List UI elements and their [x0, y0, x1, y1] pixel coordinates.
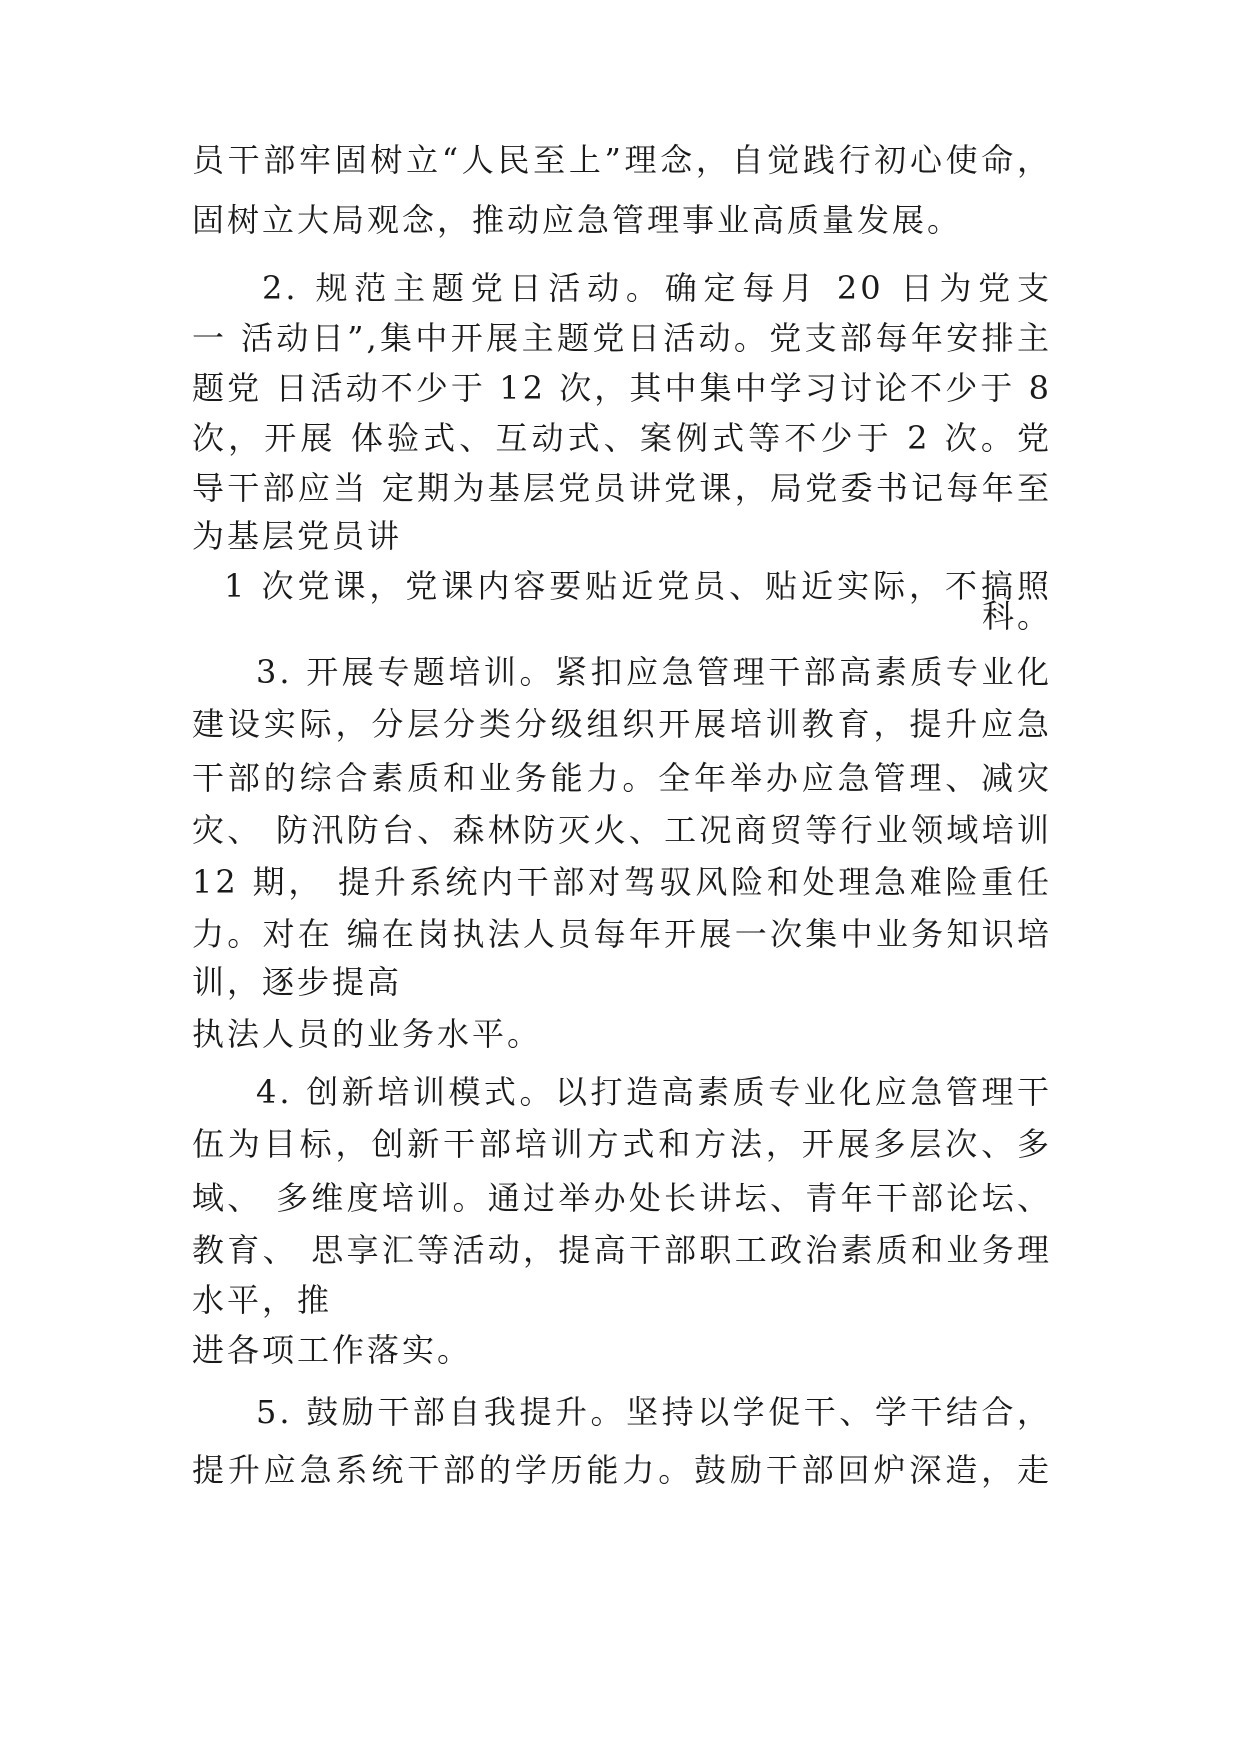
text-line: 固树立大局观念，推动应急管理事业高质量发展。 — [192, 201, 963, 239]
text-line: 一 活动日”,集中开展主题党日活动。党支部每年安排主 — [192, 319, 1052, 357]
text-line: 建设实际，分层分类分级组织开展培训教育，提升应急 — [192, 705, 1052, 743]
text-line: 域、 多维度培训。通过举办处长讲坛、青年干部论坛、 — [192, 1179, 1052, 1217]
text-line: 12 期， 提升系统内干部对驾驭风险和处理急难险重任 — [192, 863, 1052, 901]
paragraph-2-first-line: 2. 规范主题党日活动。确定每月 20 日为党支 — [262, 269, 1052, 307]
text-line: 员干部牢固树立“人民至上”理念，自觉践行初心使命， — [192, 141, 1052, 179]
text-line: 为基层党员讲 — [192, 517, 403, 555]
paragraph-4-first-line: 4. 创新培训模式。以打造高素质专业化应急管理干 — [256, 1073, 1052, 1111]
text-line: 灾、 防汛防台、森林防灭火、工况商贸等行业领域培训 — [192, 811, 1052, 849]
text-line: 干部的综合素质和业务能力。全年举办应急管理、减灾 — [192, 759, 1052, 797]
paragraph-3-first-line: 3. 开展专题培训。紧扣应急管理干部高素质专业化 — [256, 653, 1052, 691]
text-line: 教育、 思享汇等活动，提高干部职工政治素质和业务理 — [192, 1231, 1052, 1269]
text-line: 次，开展 体验式、互动式、案例式等不少于 2 次。党 — [192, 419, 1052, 457]
text-line: 水平，推 — [192, 1281, 333, 1319]
text-line: 训，逐步提高 — [192, 963, 403, 1001]
text-line: 科。 — [981, 597, 1052, 635]
text-line: 力。对在 编在岗执法人员每年开展一次集中业务知识培 — [192, 915, 1052, 953]
text-line: 导干部应当 定期为基层党员讲党课，局党委书记每年至 — [192, 469, 1052, 507]
text-line: 进各项工作落实。 — [192, 1331, 473, 1369]
text-line: 题党 日活动不少于 12 次，其中集中学习讨论不少于 8 — [192, 369, 1052, 407]
text-line: 执法人员的业务水平。 — [192, 1015, 543, 1053]
text-line: 1 次党课，党课内容要贴近党员、贴近实际，不搞照 — [224, 567, 1052, 605]
text-line: 伍为目标，创新干部培训方式和方法，开展多层次、多 — [192, 1125, 1052, 1163]
text-line: 提升应急系统干部的学历能力。鼓励干部回炉深造，走 — [192, 1451, 1052, 1489]
paragraph-5-first-line: 5. 鼓励干部自我提升。坚持以学促干、学干结合， — [256, 1393, 1052, 1431]
